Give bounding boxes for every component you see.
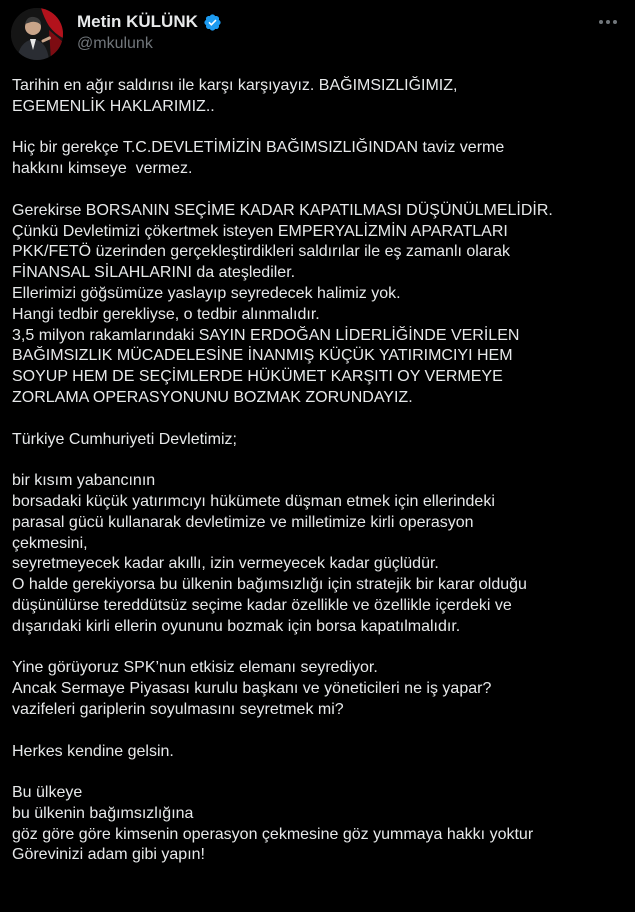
author-name-row (77, 11, 222, 33)
tweet-line: Tarihin en ağır saldırısı ile karşı karşıyayız. BAĞIMSIZLIĞIMIZ, (12, 77, 458, 94)
tweet-line: Hiç bir gerekçe T.C.DEVLETİMİZİN BAĞIMSIZLIĞINDAN taviz verme (12, 139, 505, 157)
tweet-line: seyretmeyecek kadar akıllı, izin vermeyecek kadar güçlüdür. (12, 555, 439, 573)
tweet-line: O halde gerekiyorsa bu ülkenin bağımsızlığı için stratejik bir karar olduğu (12, 576, 527, 594)
avatar[interactable] (11, 8, 63, 60)
tweet-line: bu ülkenin bağımsızlığına (12, 804, 194, 822)
author-display-name[interactable]: Metin KÜLÜNK (77, 12, 198, 31)
tweet-text (12, 76, 632, 866)
tweet-line: SOYUP HEM DE SEÇİMLERDE HÜKÜMET KARŞITI OY VERMEYE (12, 368, 503, 386)
tweet-line: dışarıdaki kirli ellerin oyununu bozmak için borsa kapatılmalıdır. (12, 617, 461, 635)
more-horizontal-icon (598, 19, 618, 25)
tweet-line: Gerekirse BORSANIN SEÇİME KADAR KAPATILMASI DÜŞÜNÜLMELİDİR. (12, 201, 553, 219)
tweet-line: EGEMENLİK HAKLARIMIZ.. (12, 97, 215, 115)
author-handle[interactable]: @mkulunk (77, 35, 153, 52)
tweet-line: 3,5 milyon rakamlarındaki SAYIN ERDOĞAN LİDERLİĞİNDE VERİLEN (12, 326, 520, 344)
tweet-line: bir kısım yabancının (12, 472, 156, 490)
tweet-line: düşünülürse tereddütsüz seçime kadar özellikle ve özellikle içerdeki ve (12, 596, 512, 614)
tweet-line: vazifeleri gariplerin soyulmasını seyretmek mi? (12, 700, 344, 718)
tweet-line: Ellerimizi göğsümüze yaslayıp seyredecek halimiz yok. (12, 284, 401, 302)
tweet-line: Ancak Sermaye Piyasası kurulu başkanı ve yöneticileri ne iş yapar? (12, 680, 492, 698)
tweet-line: Bu ülkeye (12, 784, 83, 802)
verified-badge-icon[interactable] (203, 13, 222, 32)
tweet-line: Çünkü Devletimizi çökertmek isteyen EMPERYALİZMİN APARATLARI (12, 222, 508, 240)
tweet-line: parasal gücü kullanarak devletimize ve milletimize kirli operasyon (12, 513, 474, 531)
avatar-photo-icon (11, 8, 63, 60)
tweet-line: göz göre göre kimsenin operasyon çekmesine göz yummaya hakkı yoktur (12, 825, 534, 843)
tweet-line: BAĞIMSIZLIK MÜCADELESİNE İNANMIŞ KÜÇÜK YATIRIMCIYI HEM (12, 347, 513, 365)
tweet-header (0, 0, 635, 66)
tweet-line: hakkını kimseye vermez. (12, 160, 193, 178)
tweet-line: PKK/FETÖ üzerinden gerçekleştirdikleri saldırılar ile eş zamanlı olarak (12, 243, 510, 261)
tweet-line: Hangi tedbir gerekliyse, o tedbir alınmalıdır. (12, 305, 320, 323)
tweet-line: Görevinizi adam gibi yapın! (12, 846, 205, 864)
tweet-line: Yine görüyoruz SPK’nun etkisiz elemanı seyrediyor. (12, 659, 378, 677)
tweet-line: FİNANSAL SİLAHLARINI da ateşlediler. (12, 264, 296, 282)
more-options-button[interactable] (595, 12, 621, 32)
tweet-line: Türkiye Cumhuriyeti Devletimiz; (12, 430, 237, 448)
tweet-line: ZORLAMA OPERASYONUNU BOZMAK ZORUNDAYIZ. (12, 388, 413, 406)
tweet-line: Herkes kendine gelsin. (12, 742, 174, 760)
tweet-line: borsadaki küçük yatırımcıyı hükümete düşman etmek için ellerindeki (12, 492, 495, 510)
tweet-line: çekmesini, (12, 534, 88, 552)
